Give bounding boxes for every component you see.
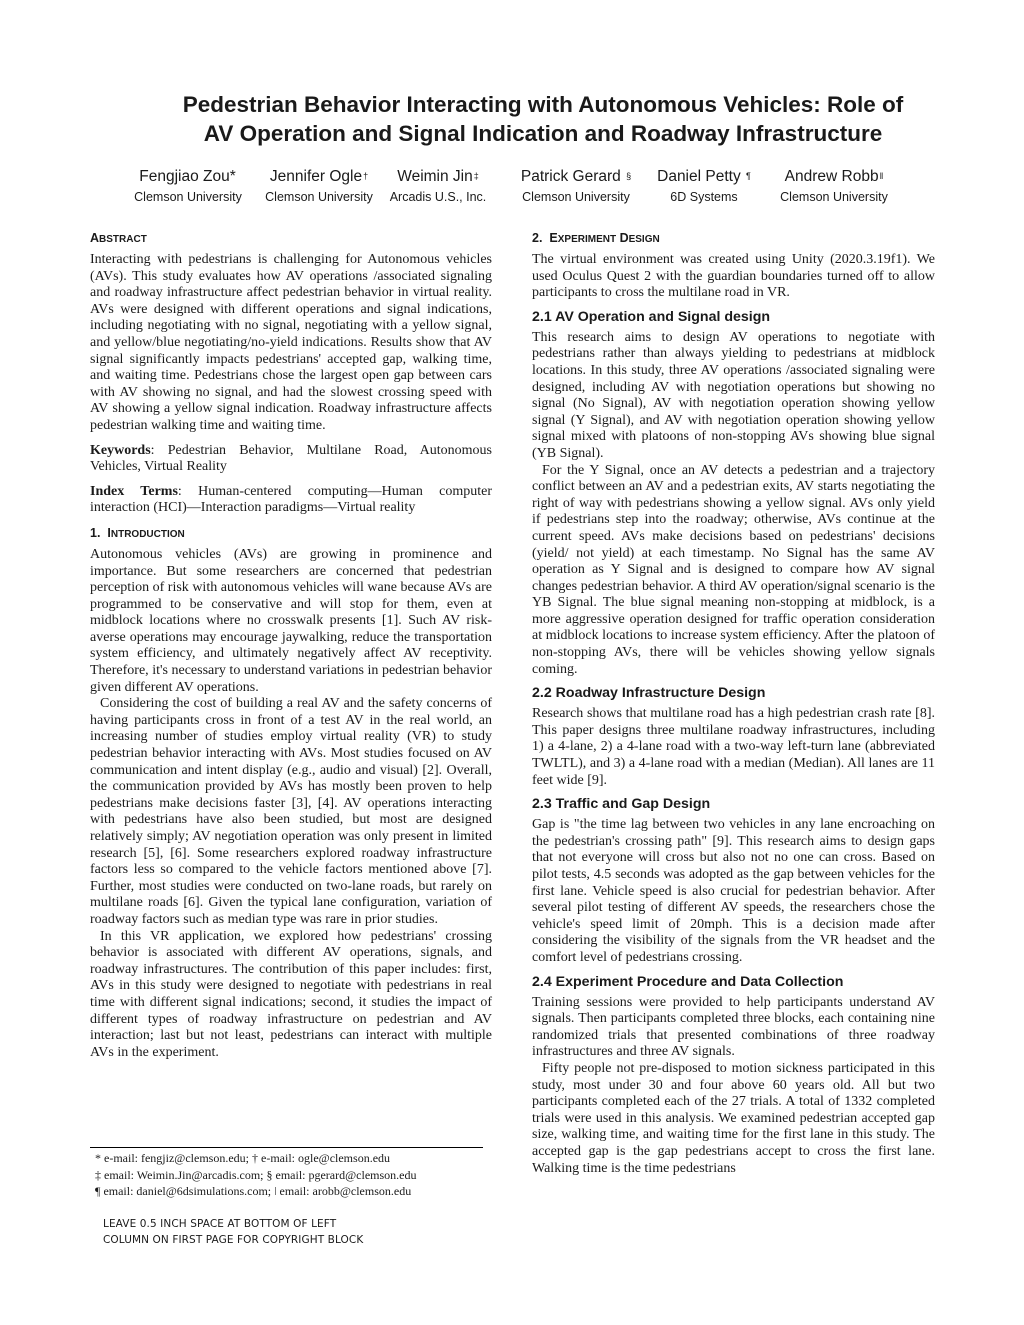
intro-paragraph: Considering the cost of building a real AV and the safety concerns of having participants cross in front of a test AV in the real world, an increasing number of studies employ virtual reality (VR) to study pedestrian behavior interacting with AVs. Most studies focused on AV communication and intent display (e.g., audio and visual) [2]. Overall, the communication provided by AVs has mostly been proven to help pedestrians make decisions faster [3], [4]. AV operations interacting with pedestrians have also been studied, but most are designed relatively simply; AV negotiation operation was only present in limited research [5], [6]. Some researchers explored roadway infrastructure factors less so compared to the vehicle factors mentioned above [7]. Further, most studies were conducted on two-lane roads, but rarely on multilane roads [6]. Given the typical lane configuration, variation of roadway factors such as median type was rare in prior studies.	[90, 696, 492, 927]
author-name: Patrick Gerard §	[520, 168, 632, 185]
introduction-heading: 1. INTRODUCTION	[90, 525, 185, 540]
section-paragraph: Training sessions were provided to help participants understand AV signals. Then participants completed three blocks, each containing nine randomized trials that presented combinations of three roadway infrastructures and three AV signals.	[532, 994, 935, 1060]
author-block	[516, 167, 636, 206]
keywords: Keywords: Pedestrian Behavior, Multilane Road, Autonomous Vehicles, Virtual Reality	[90, 442, 492, 475]
footnotes	[95, 1150, 495, 1200]
author-affiliation: Clemson University	[780, 190, 888, 204]
author-name: Andrew Robb$^ǁ$	[784, 168, 884, 185]
author-affiliation: Clemson University	[134, 190, 242, 204]
author-affiliation: Clemson University	[522, 190, 630, 204]
footnote-divider	[90, 1147, 483, 1148]
section-paragraph: Fifty people not pre-disposed to motion sickness participated in this study, most under 30 and four above 60 years old. All but two participants completed each of the 27 trials. A total of 1332 completed trials were used in this analysis. We examined pedestrian accepted gap size, walking time, and waiting time for the first lane in this study. The accepted gap is the gap pedestrians accept to cross the first lane. Walking time is the time pedestrians	[532, 1060, 935, 1176]
author-affiliation: Clemson University	[265, 190, 373, 204]
section-paragraph: This research aims to design AV operations to negotiate with pedestrians rather than always yielding to pedestrians at midblock locations. In this study, three AV operations /associated signaling were designed, including AV with negotiation operations but showing no signal (No Signal), AV with negotiation operation showing yellow signal (Y Signal), and AV with negotiation operation showing yellow signal mixed with platoons of non-stopping AVs showing blue signal (YB Signal).	[532, 329, 935, 461]
author-name: Fengjiao Zou*	[139, 168, 236, 185]
intro-paragraph: In this VR application, we explored how pedestrians' crossing behavior is associated with different AV operations, signals, and roadway infrastructures. The contribution of this paper includes: first, AVs in this study were designed to negotiate with pedestrians in real time with different signal indications; second, it studies the impact of different types of roadway infrastructure on pedestrian and AV interaction; last but not least, pedestrians can interact with multiple AVs in the experiment.	[90, 928, 492, 1060]
footnote-line: ‡ email: Weimin.Jin@arcadis.com; § email: pgerard@clemson.edu	[95, 1167, 417, 1182]
section-paragraph: For the Y Signal, once an AV detects a pedestrian and a trajectory conflict between an AV and a pedestrian exits, AV starts negotiating the right of way with pedestrians showing a yellow signal. AVs only yield if pedestrians step into the roadway; otherwise, AVs continue at the current speed. AVs make decisions based on pedestrians' decisions (yield/ not yield) at each timestamp. No Signal has the same AV operation as Y Signal and is designed to compare how AV signal changes pedestrian behavior. A third AV operation/signal scenario is the YB Signal. The blue signal meaning non-stopping at midblock, is a more aggressive operation designed for traffic operation consideration at midblock locations to increase system efficiency. After the platoon of non-stopping AVs, there will be vehicles showing yellow signals coming.	[532, 462, 935, 677]
section-heading-2-1: 2.1 AV Operation and Signal design	[532, 308, 771, 325]
footnote-line: * e-mail: fengjiz@clemson.edu; † e-mail: ogle@clemson.edu	[95, 1151, 391, 1165]
author-block	[774, 167, 894, 206]
section-heading-2-4: 2.4 Experiment Procedure and Data Collection	[532, 973, 844, 990]
author-block	[259, 167, 379, 206]
left-column	[90, 230, 492, 1061]
author-affiliation: 6D Systems	[670, 190, 738, 204]
author-affiliation: Arcadis U.S., Inc.	[389, 190, 487, 204]
author-block	[133, 167, 243, 206]
footnote-line: ¶ email: daniel@6dsimulations.com; ǀ email: arobb@clemson.edu	[95, 1184, 412, 1198]
section-heading-2-3: 2.3 Traffic and Gap Design	[532, 796, 711, 813]
index-terms: Index Terms: Human-centered computing—Human computer interaction (HCI)—Interaction paradigms—Virtual reality	[90, 483, 493, 516]
section-paragraph: Gap is "the time lag between two vehicles in any lane encroaching on the pedestrian's crossing path" [9]. This research aims to design gaps that not everyone will cross but also not no one can cross. Based on pilot tests, 4.5 seconds was adopted as the gap between vehicles for the first lane. Vehicle speed is also crucial for pedestrian behavior. After several pilot testing of different AV speeds, the researchers chose the vehicle's speed limit of 20mph. This is a decision made after considering the visibility of the signals from the VR headset and the comfort level of pedestrians crossing.	[532, 817, 935, 965]
author-block	[652, 167, 756, 206]
experiment-design-heading: 2. EXPERIMENT DESIGN	[532, 231, 660, 245]
author-name: Jennifer Ogle†	[269, 168, 369, 185]
section-heading-2-2: 2.2 Roadway Infrastructure Design	[532, 685, 766, 702]
abstract-text: Interacting with pedestrians is challenging for Autonomous vehicles (AVs). This study evaluates how AV operations /associated signaling and roadway infrastructure affect pedestrian behavior in virtual reality. AVs were designed with different operations and signal indications, including negotiating with no signal, negotiating with a yellow signal, and yellow/blue negotiating/no-yield indications. Results show that AV signal significantly impacts pedestrians' accepted gap, walking time, and waiting time. Pedestrians chose the largest open gap between cars with AV showing no signal, and had the slowest crossing speed with AV showing a yellow signal indication. Roadway infrastructure affects pedestrian walking time and waiting time.	[90, 252, 492, 433]
title-line-2: AV Operation and Signal Indication and Roadway Infrastructure	[203, 121, 883, 146]
author-block	[388, 167, 488, 206]
section-paragraph: Research shows that multilane road has a high pedestrian crash rate [8]. This paper designs three multilane roadway infrastructures, including 1) a 4-lane, 2) a 4-lane road with a two-way left-turn lane (abbreviated TWLTL), and 3) a 4-lane road with a median (Median). All lanes are 11 feet wide [9].	[532, 706, 935, 788]
right-column	[532, 230, 935, 1177]
abstract-heading: ABSTRACT	[90, 231, 147, 245]
experiment-intro: The virtual environment was created using Unity (2020.3.19f1). We used Oculus Quest 2 with the guardian boundaries turned off to allow participants to cross the multilane road in VR.	[532, 252, 935, 301]
intro-paragraph: Autonomous vehicles (AVs) are growing in prominence and importance. But some researchers are concerned that pedestrian perception of risk with autonomous vehicles will wane because AVs are programmed to be conservative and will stop for them, even at midblock locations where no crosswalk presents [1]. Such AV risk-averse operations may encourage jaywalking, reduce the transportation system efficiency, and ultimately negatively affect AV receptivity. Therefore, it's necessary to understand variations in pedestrian behavior given different AV operations.	[90, 546, 492, 695]
title-line-1: Pedestrian Behavior Interacting with Autonomous Vehicles: Role of	[182, 92, 904, 117]
author-name: Weimin Jin‡	[397, 168, 479, 185]
copyright-block: LEAVE 0.5 INCH SPACE AT BOTTOM OF LEFT COLUMN ON FIRST PAGE FOR COPYRIGHT BLOCK	[103, 1218, 364, 1246]
paper-title	[100, 90, 986, 148]
author-name: Daniel Petty ¶	[657, 168, 751, 185]
